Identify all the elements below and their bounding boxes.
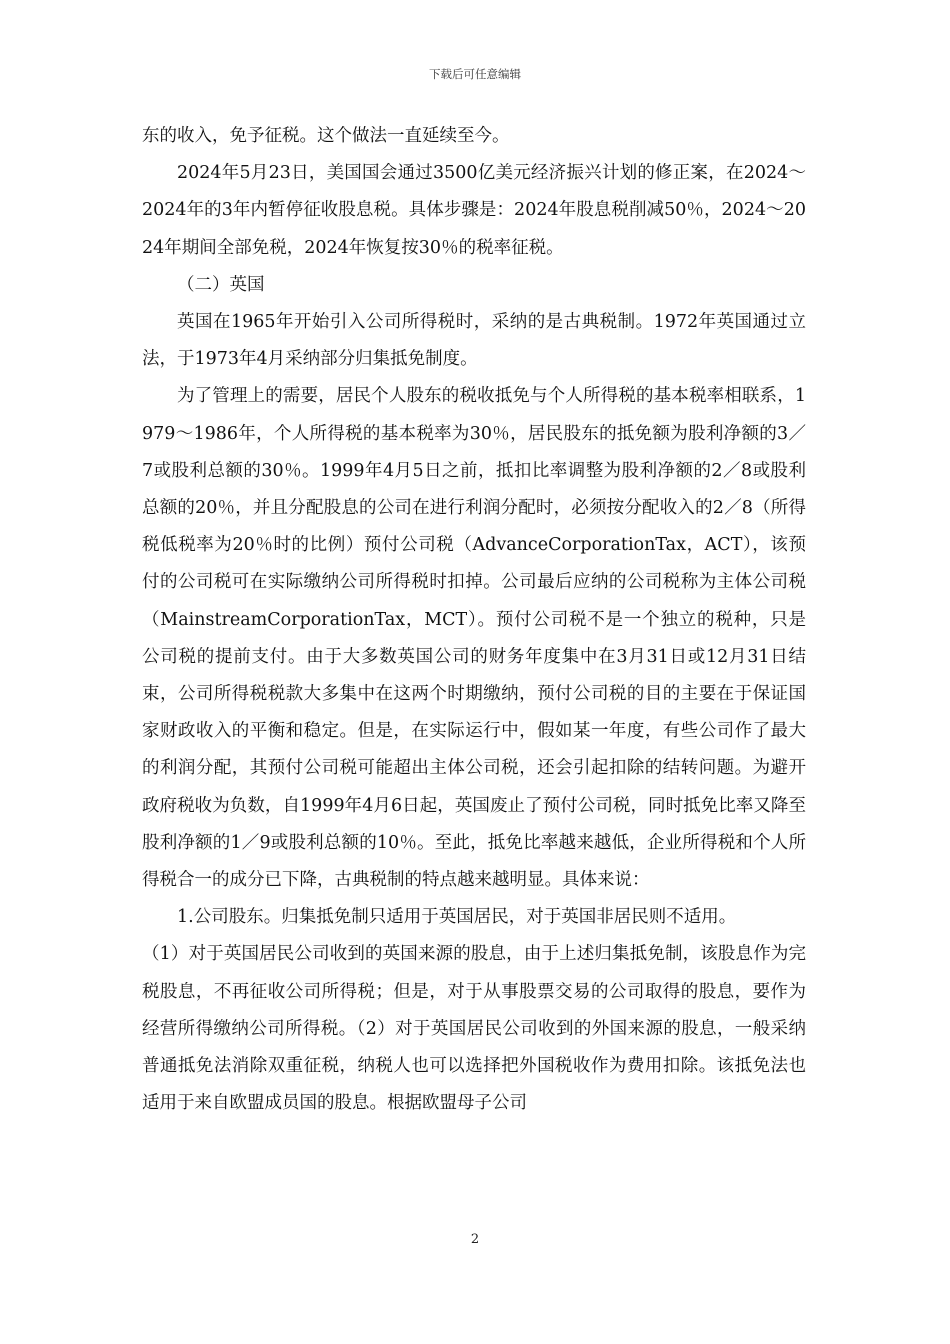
document-body (142, 118, 806, 1122)
paragraph: （1）对于英国居民公司收到的英国来源的股息，由于上述归集抵免制，该股息作为完税股息，不再征收公司所得税；但是，对于从事股票交易的公司取得的股息，要作为经营所得缴纳公司所得税。（2）对于英国居民公司收到的外国来源的股息，一般采纳普通抵免法消除双重征税，纳税人也可以选择把外国税收作为费用扣除。该抵免法也适用于来自欧盟成员国的股息。根据欧盟母子公司 (142, 944, 806, 1114)
paragraph: 为了管理上的需要，居民个人股东的税收抵免与个人所得税的基本税率相联系，1979～1986年，个人所得税的基本税率为30％，居民股东的抵免额为股利净额的3／7或股利总额的30％。1999年4月5日之前，抵扣比率调整为股利净额的2／8或股利总额的20％，并且分配股息的公司在进行利润分配时，必须按分配收入的2／8（所得税低税率为20％时的比例）预付公司税（AdvanceCorporationTax，ACT），该预付的公司税可在实际缴纳公司所得税时扣掉。公司最后应纳的公司税称为主体公司税（MainstreamCorporationTax，MCT）。预付公司税不是一个独立的税种，只是公司税的提前支付。由于大多数英国公司的财务年度集中在3月31日或12月31日结束，公司所得税税款大多集中在这两个时期缴纳，预付公司税的目的主要在于保证国家财政收入的平衡和稳定。但是，在实际运行中，假如某一年度，有些公司作了最大的利润分配，其预付公司税可能超出主体公司税，还会引起扣除的结转问题。为避开政府税收为负数，自1999年4月6日起，英国废止了预付公司税，同时抵免比率又降至股利净额的1／9或股利总额的10％。至此，抵免比率越来越低，企业所得税和个人所得税合一的成分已下降，古典税制的特点越来越明显。具体来说： (142, 386, 806, 891)
paragraph: 1.公司股东。归集抵免制只适用于英国居民，对于英国非居民则不适用。 (177, 907, 737, 928)
paragraph: 东的收入，免予征税。这个做法一直延续至今。 (142, 126, 510, 146)
section-heading: （二）英国 (177, 274, 265, 295)
paragraph: 英国在1965年开始引入公司所得税时，采纳的是古典税制。1972年英国通过立法，于1973年4月采纳部分归集抵免制度。 (142, 312, 806, 370)
paragraph: 2024年5月23日，美国国会通过3500亿美元经济振兴计划的修正案，在2024～2024年的3年内暂停征收股息税。具体步骤是：2024年股息税削减50％，2024～2024年期间全部免税，2024年恢复按30％的税率征税。 (142, 163, 806, 258)
page-number: 2 (470, 1232, 480, 1247)
page-header: 下载后可任意编辑 (429, 67, 521, 81)
